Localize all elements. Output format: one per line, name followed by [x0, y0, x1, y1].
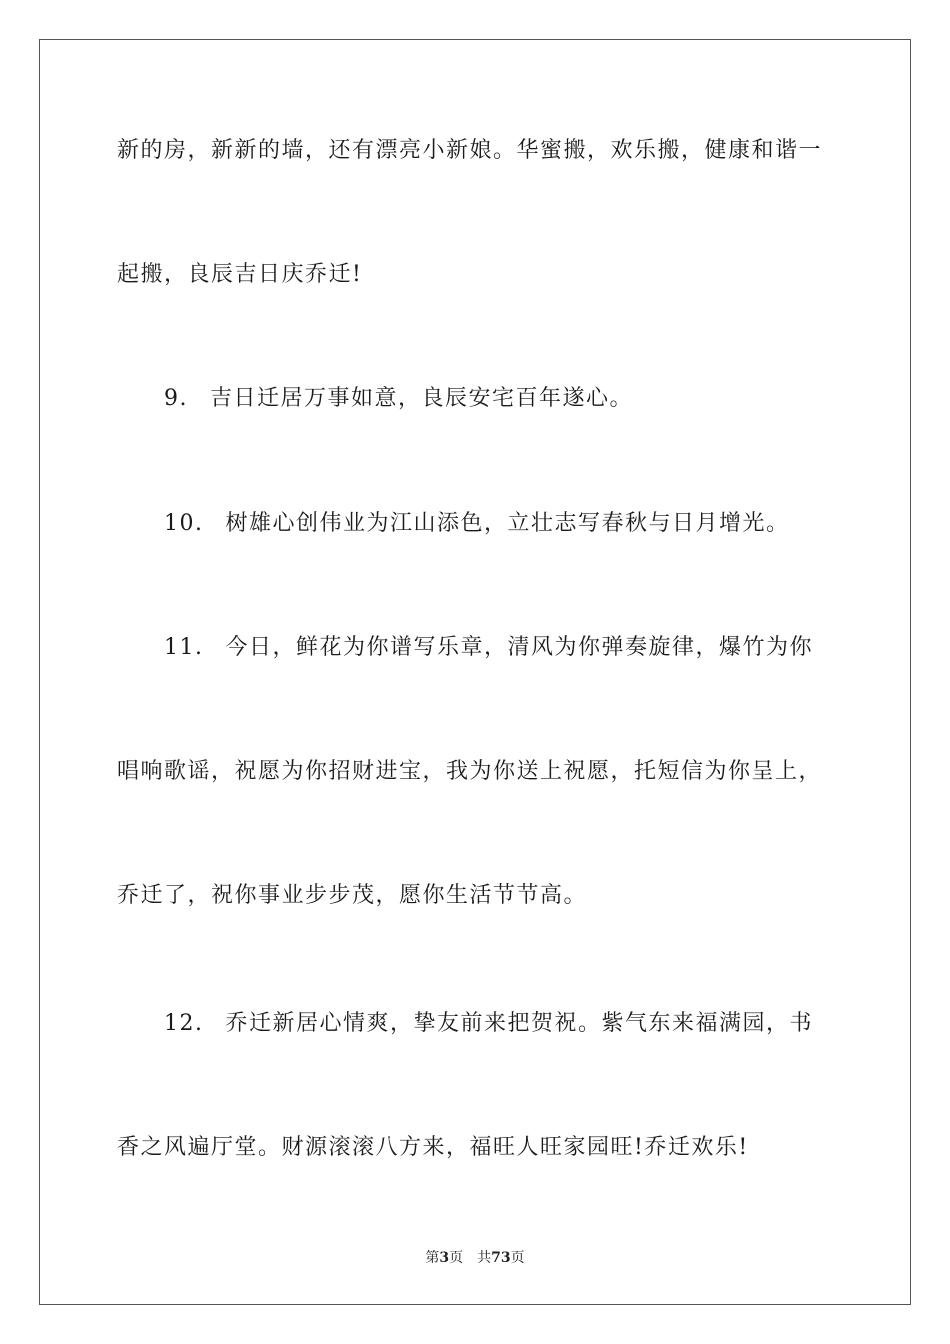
- line-text: 树雄心创伟业为江山添色，立壮志写春秋与日月增光。: [225, 511, 790, 536]
- line-text: 香之风遍厅堂。财源滚滚八方来，福旺人旺家园旺!乔迁欢乐!: [117, 1135, 749, 1160]
- page-border: [39, 39, 911, 1305]
- line-text: 新的房，新新的墙，还有漂亮小新娘。华蜜搬，欢乐搬，健康和谐一: [117, 138, 823, 163]
- item-number: 12.: [164, 1011, 204, 1036]
- item-number: 9.: [164, 386, 188, 411]
- line-text: 今日，鲜花为你谱写乐章，清风为你弹奏旋律，爆竹为你: [225, 635, 814, 660]
- line-text: 吉日迁居万事如意，良辰安宅百年遂心。: [210, 386, 634, 411]
- paragraph-line-6: [117, 757, 837, 787]
- current-page-number: 3: [439, 1250, 450, 1266]
- page-footer: [0, 1248, 950, 1268]
- line-text: 唱响歌谣，祝愿为你招财进宝，我为你送上祝愿，托短信为你呈上，: [117, 759, 823, 784]
- list-item-9: [164, 384, 884, 414]
- page-suffix: 页: [449, 1250, 464, 1266]
- line-text: 乔迁新居心情爽，挚友前来把贺祝。紫气东来福满园，书: [225, 1011, 814, 1036]
- total-page-count: 73: [491, 1250, 511, 1266]
- paragraph-line-1: [117, 136, 837, 166]
- item-number: 11.: [164, 635, 204, 660]
- line-text: 起搬，良辰吉日庆乔迁!: [117, 262, 363, 287]
- list-item-11: [164, 633, 884, 663]
- item-number: 10.: [164, 511, 204, 536]
- list-item-12: [164, 1009, 884, 1039]
- paragraph-line-9: [117, 1133, 837, 1163]
- total-prefix: 共: [477, 1250, 492, 1266]
- line-text: 乔迁了，祝你事业步步茂，愿你生活节节高。: [117, 883, 588, 908]
- paragraph-line-2: [117, 260, 837, 290]
- page-prefix: 第: [425, 1250, 440, 1266]
- paragraph-line-7: [117, 881, 837, 911]
- total-suffix: 页: [510, 1250, 525, 1266]
- list-item-10: [164, 509, 884, 539]
